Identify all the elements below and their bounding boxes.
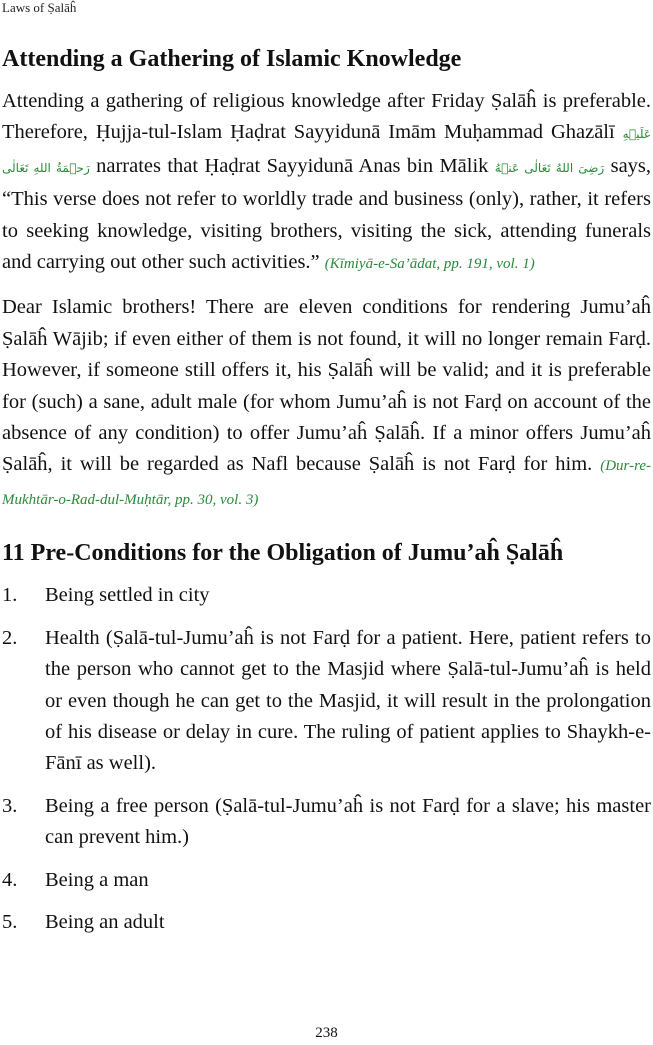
preconditions-list — [2, 580, 651, 938]
list-item — [2, 907, 651, 938]
list-item-text: Being settled in city — [45, 584, 210, 607]
list-item-text: Health (Ṣalā-tul-Jumu’aĥ is not Farḍ for a patient. Here, patient refers to the person who cannot get to the Masjid where Ṣalā-tul-Jumu’aĥ is held or even though he can get to the Masjid, it will result in the prolongation of his disease or delay in cure. The ruling of patient applies to Shaykh-e-Fānī as well). — [45, 626, 651, 775]
list-item-text: Being a free person (Ṣalā-tul-Jumu’aĥ is not Farḍ for a slave; his master can prevent him.) — [45, 794, 651, 849]
list-item-text: Being a man — [45, 868, 149, 891]
section-heading-preconditions: 11 Pre-Conditions for the Obligation of Jumu’aĥ Ṣalāĥ — [2, 540, 564, 567]
arabic-honorific-2: رَضِیَ اللهُ تَعَالٰی عَنۡهُ — [494, 160, 605, 175]
reference-kimiya: (Kīmiyā-e-Sa’ādat, pp. 191, vol. 1) — [324, 256, 535, 273]
list-item-text: Being an adult — [45, 910, 165, 933]
list-item — [2, 623, 651, 780]
paragraph-text-2: narrates that Ḥaḍrat Sayyidunā Anas bin Mālik — [96, 154, 489, 177]
paragraph-conditions-intro — [2, 292, 651, 516]
list-item-number: 1. — [2, 584, 18, 607]
list-item-number: 2. — [2, 626, 18, 649]
page-content — [2, 44, 651, 949]
list-item — [2, 580, 651, 611]
arabic-honorific-1: عَلَیۡهِ رَحۡمَةُ اللهِ تَعَالٰی — [2, 127, 651, 175]
reference-dur-re-mukhtar: (Dur-re-Mukhtār-o-Rad-dul-Muḥtār, pp. 30, vol. 3) — [2, 458, 651, 508]
paragraph-text: Dear Islamic brothers! There are eleven conditions for rendering Jumu’aĥ Ṣalāĥ Wājib; if even either of them is not found, it will no longer remain Farḍ. However, if someone still offers it, his Ṣalāĥ will be valid; and it is preferable for (such) a sane, adult male (for whom Jumu’aĥ is not Farḍ on account of the absence of any condition) to offer Jumu’aĥ Ṣalāĥ. If a minor offers Jumu’aĥ Ṣalāĥ, it will be regarded as Nafl because Ṣalāĥ is not Farḍ for him. — [2, 296, 651, 476]
running-head: Laws of Ṣalāĥ — [2, 0, 77, 15]
page-number: 238 — [315, 1025, 338, 1041]
paragraph-gathering — [2, 86, 651, 280]
list-item — [2, 865, 651, 896]
section-heading-gathering: Attending a Gathering of Islamic Knowledge — [2, 46, 462, 72]
paragraph-text-3: says, “This verse does not refer to worldly trade and business (only), rather, it refers to seeking knowledge, visiting brothers, visiting the sick, attending funerals and carrying out other such activities.” — [2, 154, 652, 274]
list-item-number: 5. — [2, 910, 18, 933]
paragraph-text-1: Attending a gathering of religious knowledge after Friday Ṣalāĥ is preferable. Therefore, Ḥujja-tul-Islam Ḥaḍrat Sayyidunā Imām Muḥammad Ghazālī — [2, 90, 651, 144]
list-item — [2, 791, 651, 854]
list-item-number: 3. — [2, 794, 18, 817]
list-item-number: 4. — [2, 868, 18, 891]
